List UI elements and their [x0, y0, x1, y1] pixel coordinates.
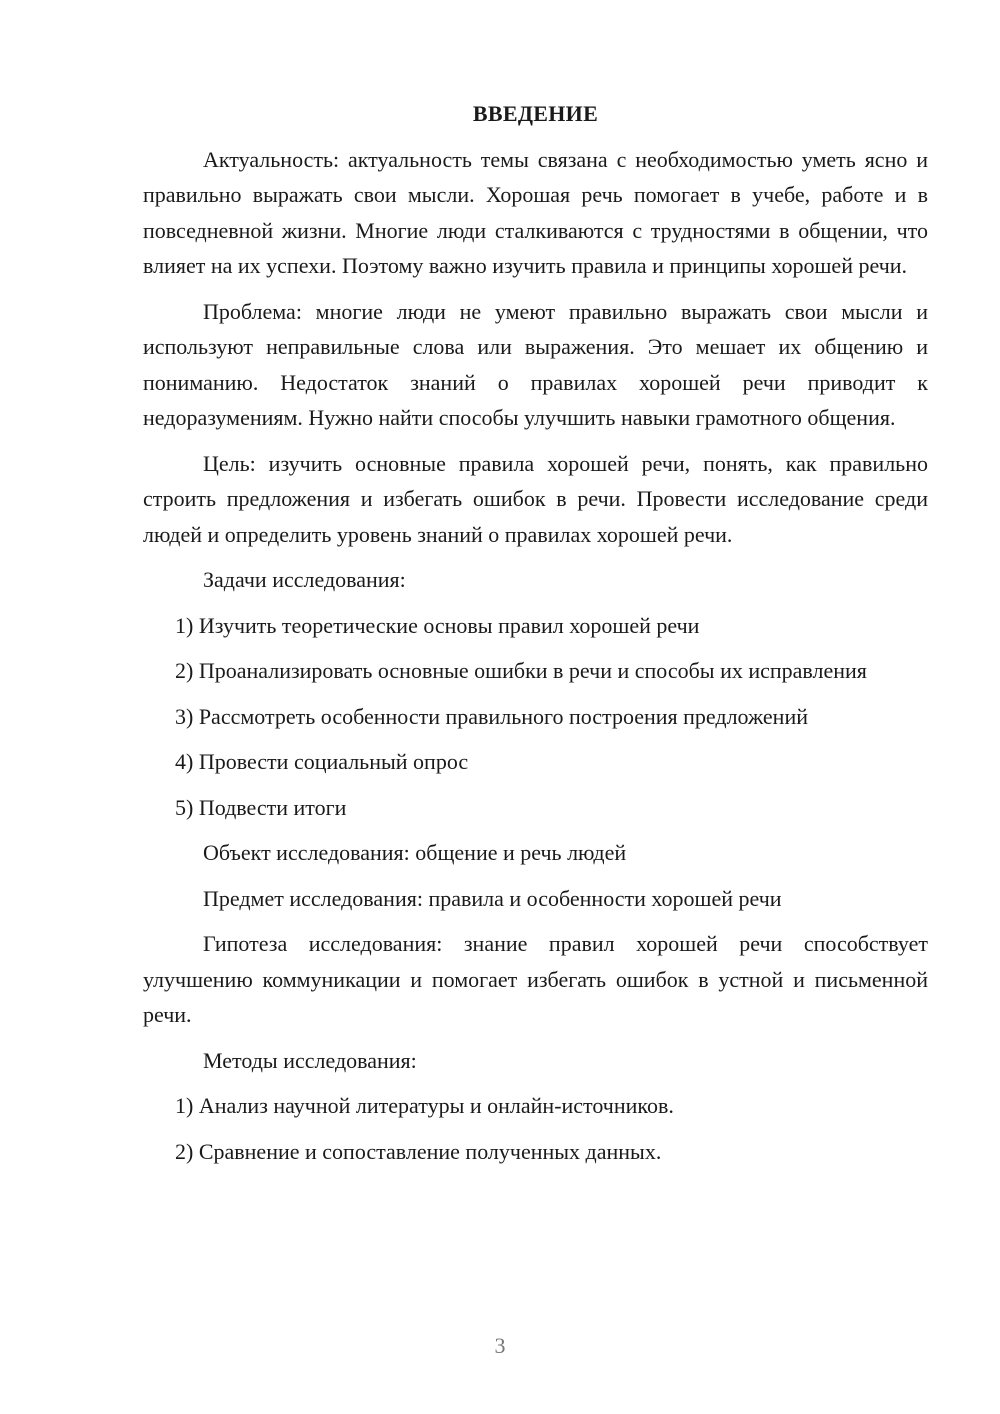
method-item: 2) Сравнение и сопоставление полученных данных. — [175, 1138, 662, 1164]
task-item: 4) Провести социальный опрос — [175, 749, 469, 774]
task-item: 1) Изучить теоретические основы правил хорошей речи — [175, 612, 700, 638]
hypothesis-paragraph: Гипотеза исследования: знание правил хорошей речи способствует улучшению коммуникации и помогает избегать ошибок в устной и письменной речи. — [143, 931, 928, 1027]
problem-paragraph: Проблема: многие люди не умеют правильно выражать свои мысли и используют неправильные слова или выражения. Это мешает их общению и пониманию. Недостаток знаний о правилах хорошей речи приводит к недоразумениям. Нужно найти способы улучшить навыки грамотного общения. — [143, 298, 928, 430]
method-item: 1) Анализ научной литературы и онлайн-источников. — [175, 1093, 674, 1118]
document-page — [143, 96, 928, 1179]
task-item: 5) Подвести итоги — [175, 794, 347, 820]
relevance-paragraph: Актуальность: актуальность темы связана с необходимостью уметь ясно и правильно выражать свои мысли. Хорошая речь помогает в учебе, работе и в повседневной жизни. Многие люди сталкиваются с трудностями в общении, что влияет на их успехи. Поэтому важно изучить правила и принципы хорошей речи. — [143, 146, 928, 278]
methods-heading: Методы исследования: — [203, 1047, 417, 1073]
task-item: 3) Рассмотреть особенности правильного построения предложений — [175, 703, 809, 729]
page-number: 3 — [494, 1333, 506, 1358]
task-item: 2) Проанализировать основные ошибки в речи и способы их исправления — [175, 658, 867, 683]
tasks-heading: Задачи исследования: — [203, 567, 406, 592]
object-line: Объект исследования: общение и речь людей — [203, 840, 627, 865]
goal-paragraph: Цель: изучить основные правила хорошей речи, понять, как правильно строить предложения и избегать ошибок в речи. Провести исследование среди людей и определить уровень знаний о правилах хорошей речи. — [143, 450, 928, 547]
section-title: ВВЕДЕНИЕ — [472, 101, 599, 126]
subject-line: Предмет исследования: правила и особенности хорошей речи — [203, 885, 782, 911]
